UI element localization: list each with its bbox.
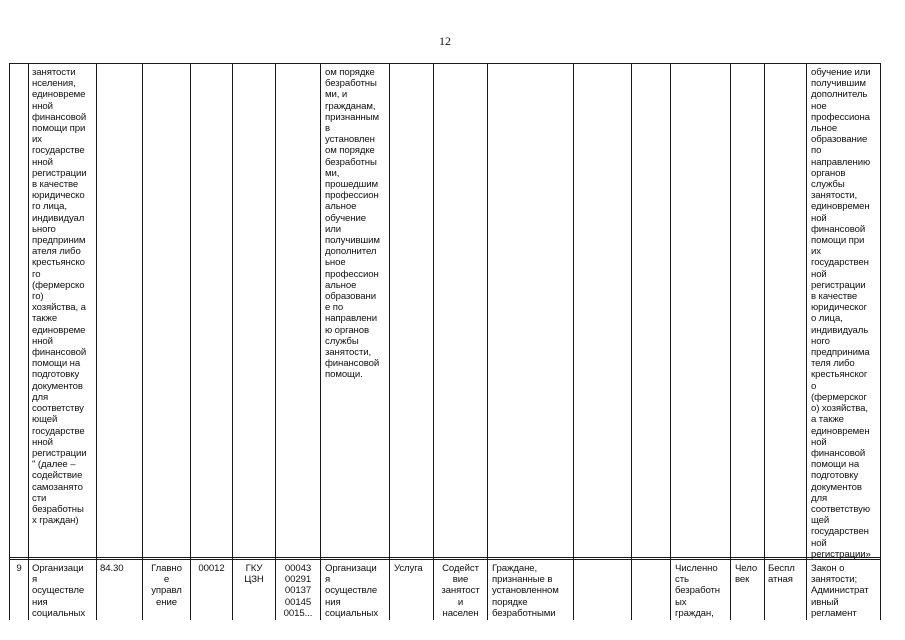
cell-service-name-2: Организаци я осуществле ния социальных <box>325 563 379 619</box>
col-line <box>730 63 731 620</box>
col-line <box>275 63 276 620</box>
cell-organization-codes: 00043 00291 00137 00145 0015... <box>283 563 313 619</box>
col-line <box>670 63 671 620</box>
row-separator-line <box>9 557 881 558</box>
col-line <box>96 63 97 620</box>
cell-indicator: Численно сть безработн ых граждан, <box>675 563 720 619</box>
col-line <box>880 63 881 620</box>
col-line <box>232 63 233 620</box>
col-line <box>573 63 574 620</box>
col-line <box>389 63 390 620</box>
page-number: 12 <box>439 34 451 48</box>
cell-content: Содейст вие занятост и населен <box>441 563 480 619</box>
continued-cell-legal-basis: обучение или получившим дополнитель ное профессиона льное образование по направлению органов службы занятости, единовремен ной финансовой помощи при их государствен ной регистрации в качестве юридическог о лица, индивидуаль ного предпринима теля либо крестьянског о (фермерског о) хозяйства, а также единовремен ной финансовой помощи на подготовку документов для соответствую щей государствен ной регистрации» <box>811 67 871 560</box>
cell-department-code: 00012 <box>198 563 225 574</box>
col-line <box>487 63 488 620</box>
col-line <box>806 63 807 620</box>
cell-legal-basis: Закон о занятости; Администрат ивный регламент <box>811 563 869 619</box>
col-line <box>142 63 143 620</box>
col-line <box>320 63 321 620</box>
row-top-line <box>9 63 881 64</box>
col-line <box>28 63 29 620</box>
cell-payment: Беспл атная <box>768 563 795 586</box>
cell-consumers: Граждане, признанные в установленном порядке безработными <box>492 563 559 619</box>
col-line <box>764 63 765 620</box>
continued-cell-consumers-description: ом порядке безработны ми, и гражданам, признанным в установлен ом порядке безработны ми, прошедшим профессион альное обучение или получившим дополнител ьное профессион альное образовани е по направлени ю органов службы занятости, финансовой помощи. <box>325 67 380 381</box>
row-number: 9 <box>16 563 22 574</box>
row-separator-line <box>9 559 881 560</box>
cell-department: Главно е управл ение <box>151 563 182 608</box>
col-line <box>190 63 191 620</box>
col-line <box>433 63 434 620</box>
continued-cell-service-name: занятости нселения, единовреме нной финансовой помощи при их государстве нной регистрации в качестве юридическо го лица, индивидуал ьного предприним ателя либо крестьянско го (фермерско го) хозяйства, а также единовреме нной финансовой помощи на подготовку документов для соответству ющей государстве нной регистрации " (далее – содействие самозанято сти безработны х граждан) <box>32 67 87 527</box>
cell-kind: Услуга <box>394 563 423 574</box>
cell-service-name: Организаци я осуществле ния социальных <box>32 563 86 619</box>
col-line <box>9 63 10 620</box>
col-line <box>631 63 632 620</box>
cell-okved-code: 84.30 <box>100 563 124 574</box>
cell-unit: Чело век <box>735 563 758 586</box>
cell-organization: ГКУ ЦЗН <box>244 563 264 586</box>
